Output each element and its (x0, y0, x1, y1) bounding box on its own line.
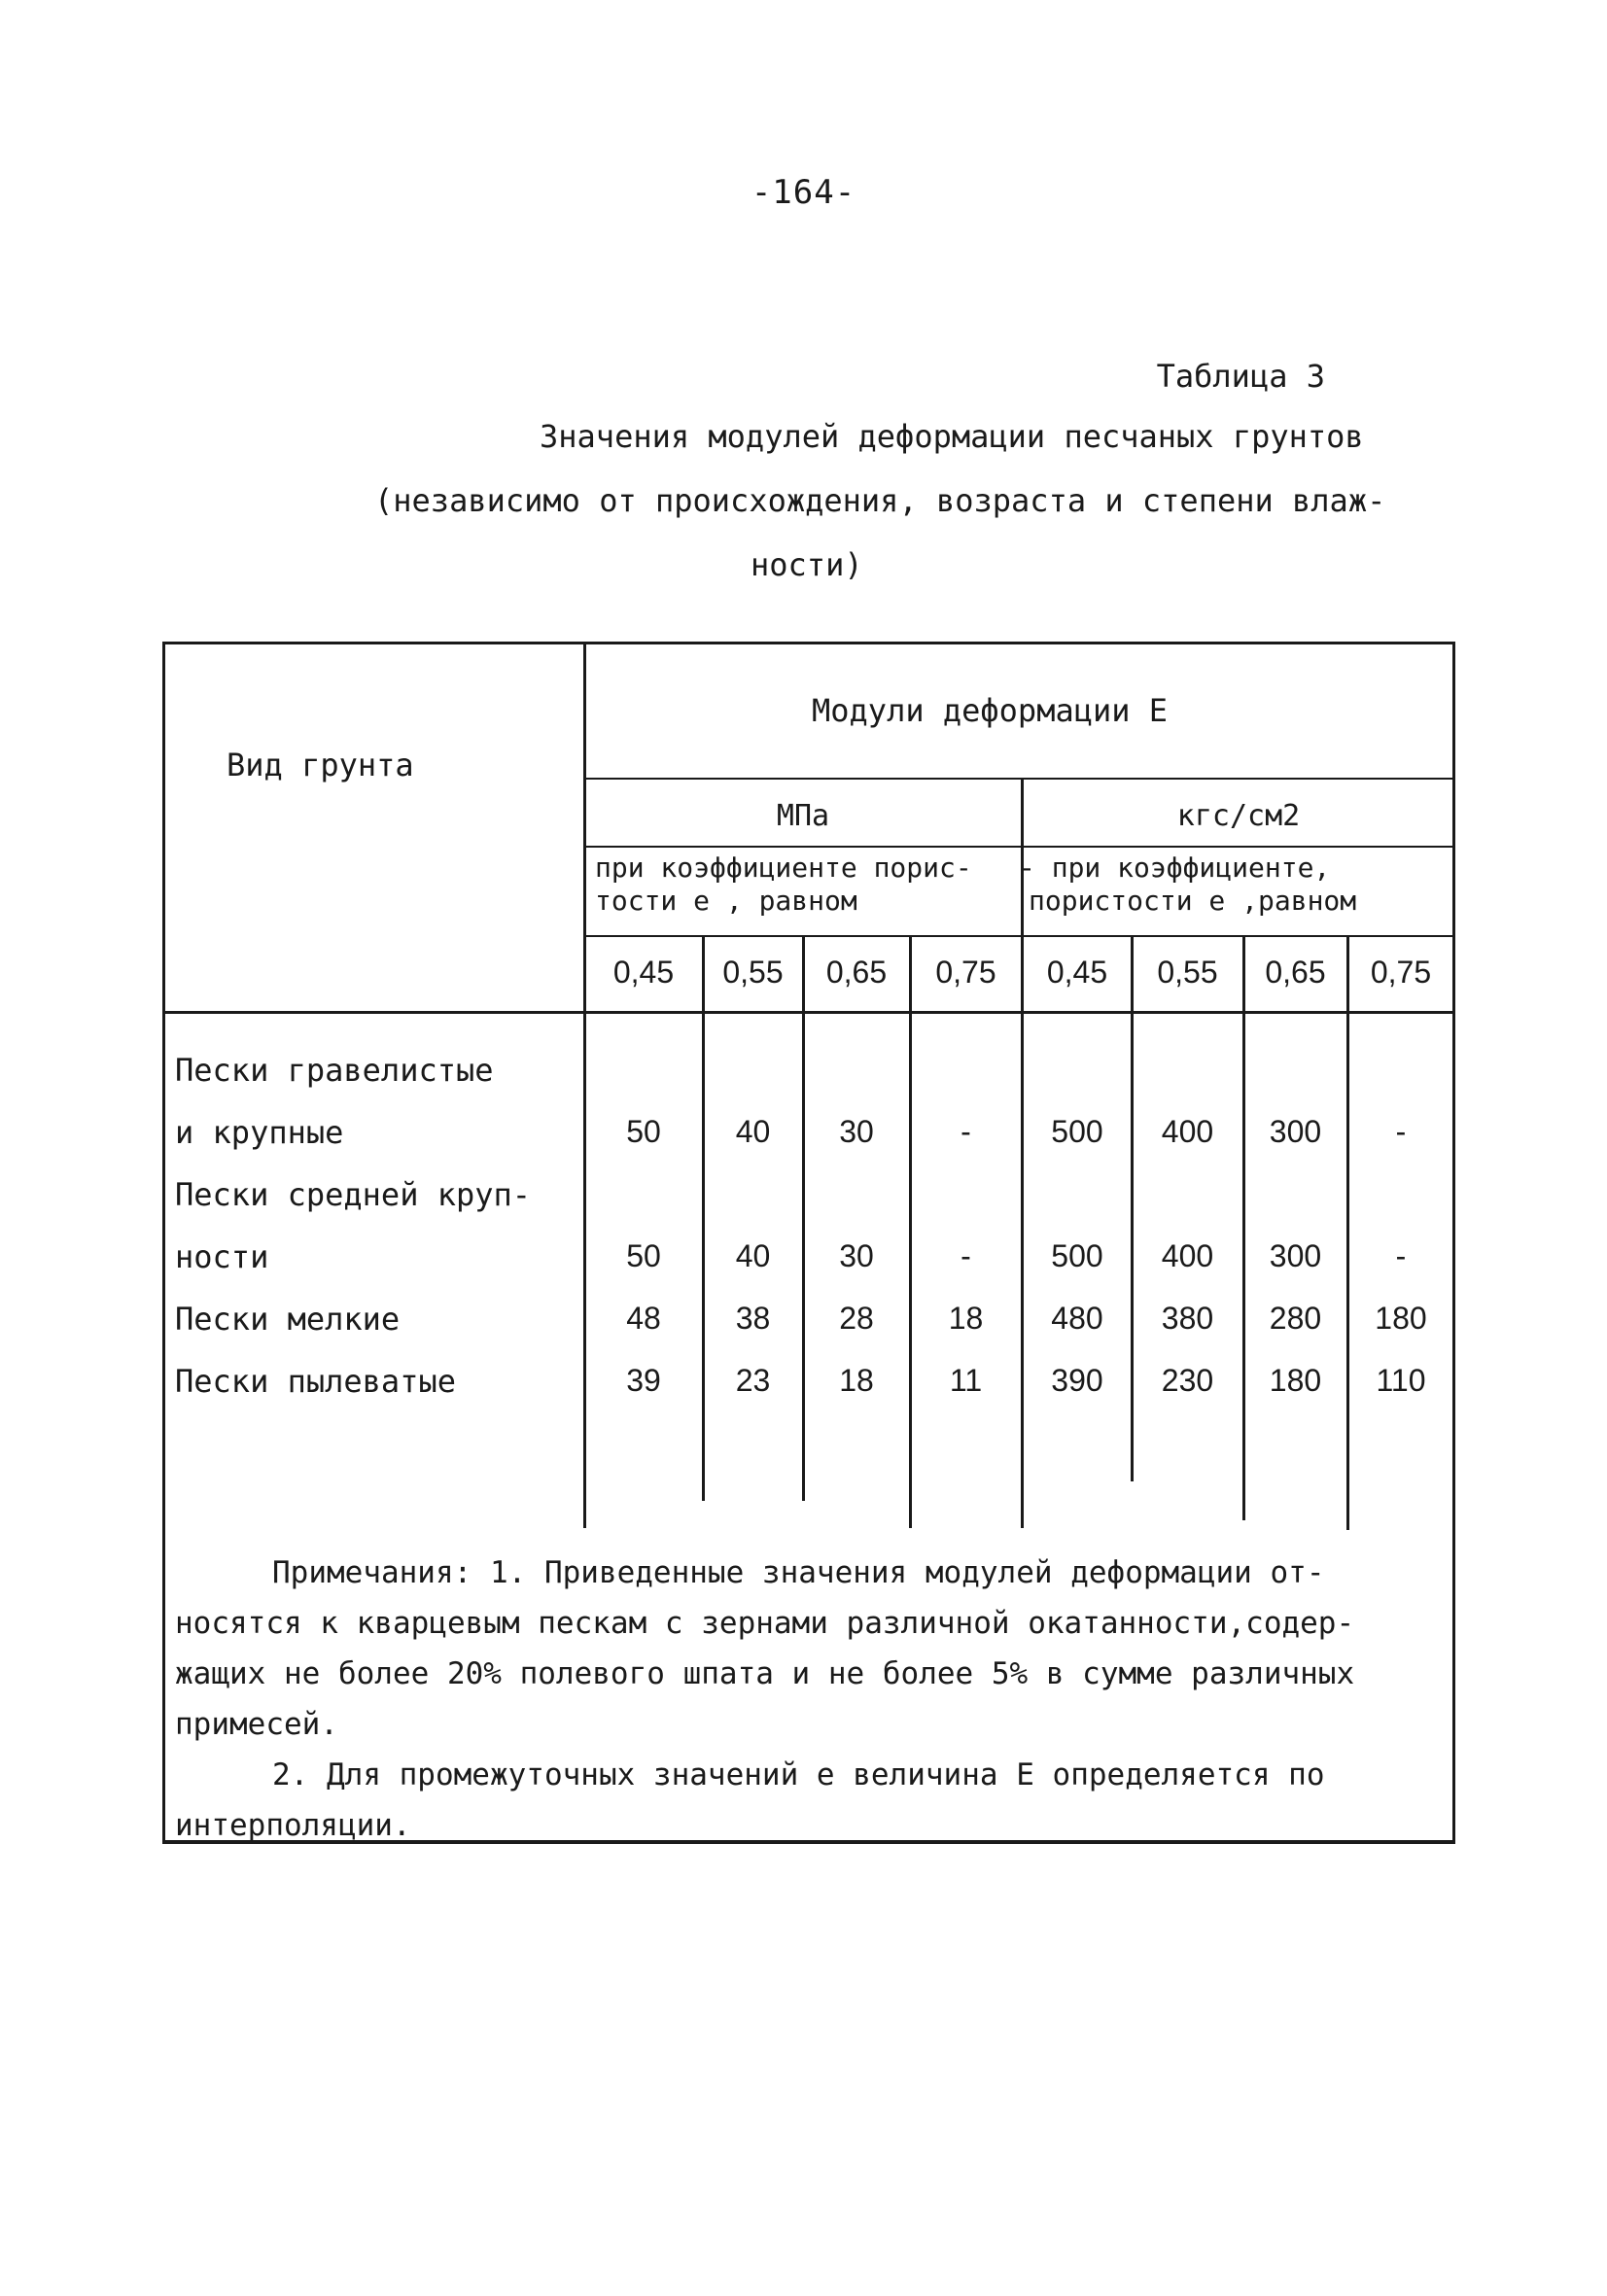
table-cell: 50 (626, 1238, 661, 1273)
table-cell: 40 (735, 1114, 771, 1149)
table-divider (1346, 937, 1349, 1530)
table-cell: 500 (1051, 1114, 1103, 1149)
table-label: Таблица 3 (1156, 358, 1325, 395)
page-number: -164- (751, 173, 856, 212)
table-cell: 180 (1375, 1301, 1427, 1336)
porosity-value: 0,45 (612, 955, 675, 990)
table-cell: 280 (1269, 1301, 1322, 1336)
table-notes (175, 1548, 1439, 1851)
table-cell: - (1395, 1238, 1407, 1273)
note-line: носятся к кварцевым пескам с зернами различной окатанности,содер- (175, 1606, 1355, 1641)
table-cell: 300 (1269, 1238, 1322, 1273)
porosity-value: 0,55 (722, 955, 784, 990)
note-line: 2. Для промежуточных значений e величина E определяется по (272, 1757, 1325, 1792)
table-cell: 39 (626, 1363, 661, 1398)
note-line: примесей. (175, 1707, 338, 1742)
table-divider (702, 937, 705, 1501)
table-cell: 23 (735, 1363, 771, 1398)
porosity-value: 0,75 (935, 955, 996, 990)
table-divider (1242, 937, 1245, 1520)
table-cell: 48 (626, 1301, 661, 1336)
table-divider (1131, 937, 1134, 1481)
table-cell: 390 (1051, 1363, 1103, 1398)
table-caption-line-1: Значения модулей деформации песчаных грунтов (540, 418, 1364, 455)
unit-mpa: МПа (776, 799, 830, 833)
table-divider (1021, 780, 1024, 1528)
table-cell: - (961, 1114, 971, 1149)
table-cell: 18 (948, 1301, 984, 1336)
row-name: Пески средней круп- (175, 1176, 532, 1213)
row-name: Пески пылеватые (175, 1363, 456, 1400)
table-caption-line-2: (независимо от происхождения, возраста и степени влаж- (374, 482, 1386, 519)
porosity-value: 0,45 (1046, 955, 1108, 990)
table-cell: - (1395, 1114, 1407, 1149)
modulus-header: Модули деформации E (812, 692, 1169, 729)
table-divider (585, 778, 1453, 780)
note-line: жащих не более 20% полевого шпата и не более 5% в сумме различных (175, 1656, 1355, 1691)
table-cell: 110 (1376, 1363, 1426, 1398)
note-line: интерполяции. (175, 1808, 411, 1843)
table-cell: 30 (839, 1238, 874, 1273)
row-name: ности (175, 1238, 269, 1275)
table-divider (165, 1011, 1453, 1014)
porosity-value: 0,55 (1157, 955, 1218, 990)
table-divider (585, 846, 1453, 848)
table-cell: 230 (1161, 1363, 1214, 1398)
porosity-coef-mpa-line-2: тости e , равном (595, 885, 857, 917)
table-cell: 400 (1161, 1238, 1214, 1273)
table-cell: 300 (1269, 1114, 1322, 1149)
table-cell: 28 (839, 1301, 874, 1336)
table-divider (585, 935, 1453, 937)
table-cell: 380 (1161, 1301, 1214, 1336)
table-cell: 400 (1161, 1114, 1214, 1149)
porosity-coef-mpa-line-1: при коэффициенте порис- (595, 852, 972, 884)
porosity-value: 0,75 (1370, 955, 1432, 990)
note-line: Примечания: 1. Приведенные значения модулей деформации от- (272, 1555, 1325, 1590)
table-cell: 480 (1051, 1301, 1103, 1336)
table-cell: - (961, 1238, 971, 1273)
table-caption-line-3: ности) (751, 546, 863, 583)
table-cell: 500 (1051, 1238, 1103, 1273)
unit-kgf: кгс/см2 (1176, 799, 1301, 833)
table-cell: 180 (1269, 1363, 1322, 1398)
porosity-coef-kgf-line-2: пористости e ,равном (1029, 885, 1357, 917)
table-cell: 30 (839, 1114, 874, 1149)
row-name: Пески гравелистые (175, 1052, 494, 1089)
table-divider (909, 937, 912, 1528)
row-name: и крупные (175, 1114, 344, 1151)
table-cell: 40 (735, 1238, 771, 1273)
table-cell: 38 (735, 1301, 771, 1336)
porosity-coef-kgf-line-1: - при коэффициенте, (1019, 852, 1331, 884)
soil-type-header: Вид грунта (227, 747, 414, 783)
table-cell: 11 (949, 1363, 983, 1398)
porosity-value: 0,65 (1265, 955, 1326, 990)
table-cell: 50 (626, 1114, 661, 1149)
porosity-value: 0,65 (825, 955, 888, 990)
table-cell: 18 (839, 1363, 874, 1398)
table-divider (802, 937, 805, 1501)
row-name: Пески мелкие (175, 1301, 401, 1338)
